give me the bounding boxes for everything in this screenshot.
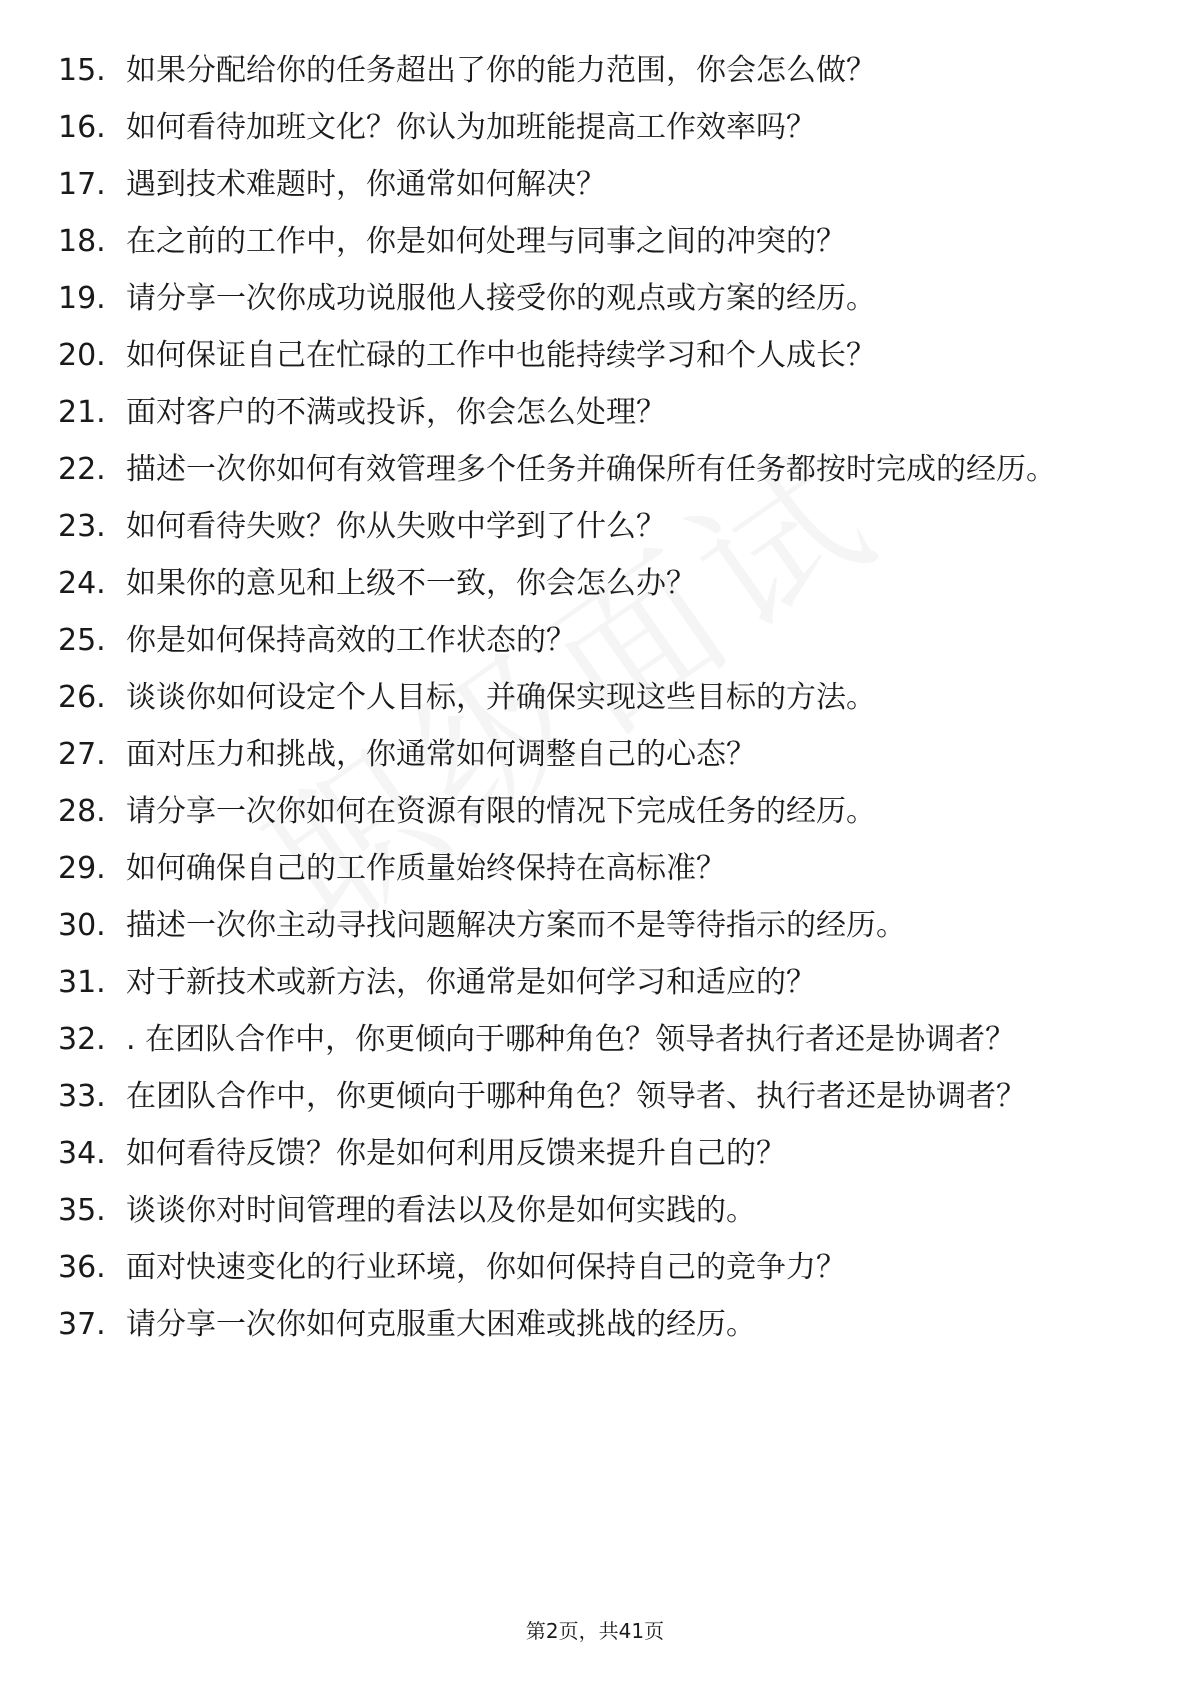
question-number: 21.: [58, 395, 106, 430]
question-number: 26.: [58, 680, 106, 715]
question-item: [58, 51, 1128, 90]
question-item: [58, 1077, 1128, 1116]
question-item: [58, 222, 1128, 261]
question-number: 29.: [58, 851, 106, 886]
question-item: [58, 1248, 1128, 1287]
question-item: [58, 507, 1128, 546]
question-text: 在之前的工作中，你是如何处理与同事之间的冲突的？: [126, 224, 846, 259]
question-item: [58, 336, 1128, 375]
question-number: 20.: [58, 338, 106, 373]
question-item: [58, 906, 1128, 945]
question-number: 16.: [58, 110, 106, 145]
question-number: 33.: [58, 1079, 106, 1114]
question-text: 描述一次你如何有效管理多个任务并确保所有任务都按时完成的经历。: [126, 452, 1056, 487]
question-item: [58, 963, 1128, 1002]
question-number: 28.: [58, 794, 106, 829]
question-text: 如何看待失败？你从失败中学到了什么？: [126, 509, 666, 544]
question-text: 请分享一次你成功说服他人接受你的观点或方案的经历。: [126, 281, 876, 316]
question-text: 如果你的意见和上级不一致，你会怎么办？: [126, 566, 696, 601]
question-item: [58, 621, 1128, 660]
question-item: [58, 393, 1128, 432]
question-text: 面对快速变化的行业环境，你如何保持自己的竞争力？: [126, 1250, 846, 1285]
question-text: 你是如何保持高效的工作状态的？: [126, 623, 576, 658]
question-number: 35.: [58, 1193, 106, 1228]
question-number: 25.: [58, 623, 106, 658]
question-item: [58, 1305, 1128, 1344]
question-item: [58, 849, 1128, 888]
question-text: 在团队合作中，你更倾向于哪种角色？领导者、执行者还是协调者？: [126, 1079, 1026, 1114]
question-number: 36.: [58, 1250, 106, 1285]
question-number: 32.: [58, 1022, 106, 1057]
question-text: 如何看待反馈？你是如何利用反馈来提升自己的？: [126, 1136, 786, 1171]
question-item: [58, 450, 1128, 489]
question-number: 18.: [58, 224, 106, 259]
question-number: 31.: [58, 965, 106, 1000]
question-text: 如何保证自己在忙碌的工作中也能持续学习和个人成长？: [126, 338, 876, 373]
question-number: 22.: [58, 452, 106, 487]
question-text: 如果分配给你的任务超出了你的能力范围，你会怎么做？: [126, 53, 876, 88]
question-item: [58, 1191, 1128, 1230]
question-text: 谈谈你如何设定个人目标，并确保实现这些目标的方法。: [126, 680, 876, 715]
question-item: [58, 735, 1128, 774]
question-text: 面对压力和挑战，你通常如何调整自己的心态？: [126, 737, 756, 772]
question-text: 请分享一次你如何克服重大困难或挑战的经历。: [126, 1307, 756, 1342]
question-text: 谈谈你对时间管理的看法以及你是如何实践的。: [126, 1193, 756, 1228]
page-number-footer: 第2页，共41页: [525, 1619, 665, 1643]
question-text: 如何看待加班文化？你认为加班能提高工作效率吗？: [126, 110, 816, 145]
question-number: 37.: [58, 1307, 106, 1342]
question-text: 对于新技术或新方法，你通常是如何学习和适应的？: [126, 965, 816, 1000]
question-number: 15.: [58, 53, 106, 88]
question-text: 面对客户的不满或投诉，你会怎么处理？: [126, 395, 666, 430]
question-item: [58, 108, 1128, 147]
question-number: 17.: [58, 167, 106, 202]
question-item: [58, 1134, 1128, 1173]
question-number: 30.: [58, 908, 106, 943]
question-text: 请分享一次你如何在资源有限的情况下完成任务的经历。: [126, 794, 876, 829]
question-text: 遇到技术难题时，你通常如何解决？: [126, 167, 606, 202]
question-item: [58, 165, 1128, 204]
question-list: [58, 51, 1128, 1362]
question-text: 如何确保自己的工作质量始终保持在高标准？: [126, 851, 726, 886]
question-number: 34.: [58, 1136, 106, 1171]
question-item: [58, 792, 1128, 831]
question-item: [58, 678, 1128, 717]
question-number: 27.: [58, 737, 106, 772]
question-number: 19.: [58, 281, 106, 316]
question-item: [58, 564, 1128, 603]
question-item: [58, 1020, 1128, 1059]
question-number: 24.: [58, 566, 106, 601]
question-item: [58, 279, 1128, 318]
question-text: 描述一次你主动寻找问题解决方案而不是等待指示的经历。: [126, 908, 906, 943]
question-text: . 在团队合作中，你更倾向于哪种角色？领导者执行者还是协调者？: [126, 1022, 1016, 1057]
question-number: 23.: [58, 509, 106, 544]
